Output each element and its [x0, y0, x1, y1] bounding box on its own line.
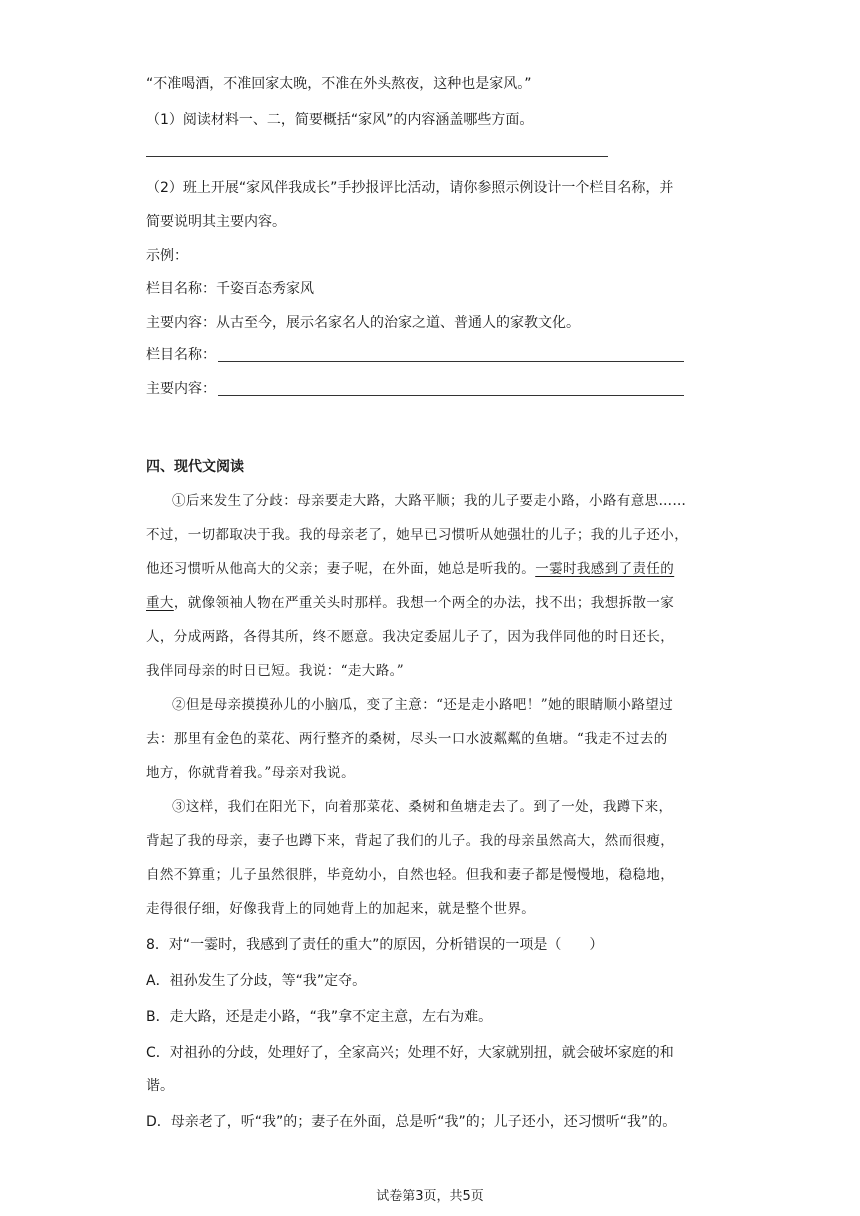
option-a[interactable]: A．祖孙发生了分歧，等“我”定夺。: [146, 973, 367, 989]
option-c-line-1[interactable]: C．对祖孙的分歧，处理好了，全家高兴；处理不好，大家就别扭，就会破坏家庭的和: [146, 1045, 674, 1061]
example-label: 示例：: [146, 248, 188, 264]
option-d[interactable]: D．母亲老了，听“我”的；妻子在外面，总是听“我”的；儿子还小，还习惯听“我”的。: [146, 1114, 677, 1130]
example-column-content: 主要内容：从古至今，展示名家名人的治家之道、普通人的家教文化。: [146, 315, 580, 331]
passage-p2-line-1: ②但是母亲摸摸孙儿的小脑瓜，变了主意：“还是走小路吧！”她的眼睛顺小路望过: [172, 697, 674, 713]
passage-text: 他还习惯听从他高大的父亲；妻子呢，在外面，她总是听我的。: [146, 561, 536, 577]
passage-p3-line-1: ③这样，我们在阳光下，向着那菜花、桑树和鱼塘走去了。到了一处，我蹲下来，: [172, 799, 673, 815]
fill-column-name-line[interactable]: [218, 361, 684, 362]
passage-p2-line-3: 地方，你就背着我。”母亲对我说。: [146, 765, 356, 781]
passage-p1-line-4: [146, 593, 716, 613]
fill-column-name-label: 栏目名称：: [146, 347, 216, 363]
underlined-phrase-end: 重大: [146, 595, 174, 611]
passage-p2-line-2: 去：那里有金色的菜花、两行整齐的桑树，尽头一口水波粼粼的鱼塘。“我走不过去的: [146, 731, 668, 747]
section-heading: 四、现代文阅读: [146, 459, 244, 475]
passage-p3-line-4: 走得很仔细，好像我背上的同她背上的加起来，就是整个世界。: [146, 901, 536, 917]
question-1: （1）阅读材料一、二，简要概括“家风”的内容涵盖哪些方面。: [146, 112, 534, 128]
answer-line-1[interactable]: [146, 156, 608, 157]
option-c-line-2[interactable]: 谐。: [146, 1078, 174, 1094]
example-column-name: 栏目名称：千姿百态秀家风: [146, 281, 314, 297]
passage-text: ，就像领袖人物在严重关头时那样。我想一个两全的办法，找不出；我想拆散一家: [173, 595, 675, 611]
question-8-stem: 8．对“一霎时，我感到了责任的重大”的原因，分析错误的一项是（ ）: [146, 937, 604, 953]
option-b[interactable]: B．走大路，还是走小路，“我”拿不定主意，左右为难。: [146, 1009, 493, 1025]
passage-p1-line-5: 人，分成两路，各得其所，终不愿意。我决定委屈儿子了，因为我伴同他的时日还长，: [146, 629, 675, 645]
passage-p1-line-3: [146, 559, 716, 579]
fill-column-content-label: 主要内容：: [146, 381, 216, 397]
passage-p3-line-2: 背起了我的母亲，妻子也蹲下来，背起了我们的儿子。我的母亲虽然高大，然而很瘦，: [146, 833, 675, 849]
quote-line: “不准喝酒，不准回家太晚，不准在外头熬夜，这种也是家风。”: [146, 76, 532, 92]
passage-p1-line-1: ①后来发生了分歧：母亲要走大路，大路平顺；我的儿子要走小路，小路有意思……: [172, 493, 687, 509]
underlined-phrase: 一霎时我感到了责任的: [535, 561, 675, 577]
passage-p1-line-6: 我伴同母亲的时日已短。我说：“走大路。”: [146, 663, 405, 679]
question-2-line-2: 简要说明其主要内容。: [146, 214, 286, 230]
passage-p3-line-3: 自然不算重；儿子虽然很胖，毕竟幼小，自然也轻。但我和妻子都是慢慢地，稳稳地，: [146, 867, 675, 883]
fill-column-content-line[interactable]: [218, 395, 684, 396]
question-2-line-1: （2）班上开展“家风伴我成长”手抄报评比活动，请你参照示例设计一个栏目名称，并: [146, 180, 674, 196]
page-footer: 试卷第3页，共5页: [376, 1189, 484, 1204]
passage-p1-line-2: 不过，一切都取决于我。我的母亲老了，她早已习惯听从她强壮的儿子；我的儿子还小，: [146, 527, 689, 543]
